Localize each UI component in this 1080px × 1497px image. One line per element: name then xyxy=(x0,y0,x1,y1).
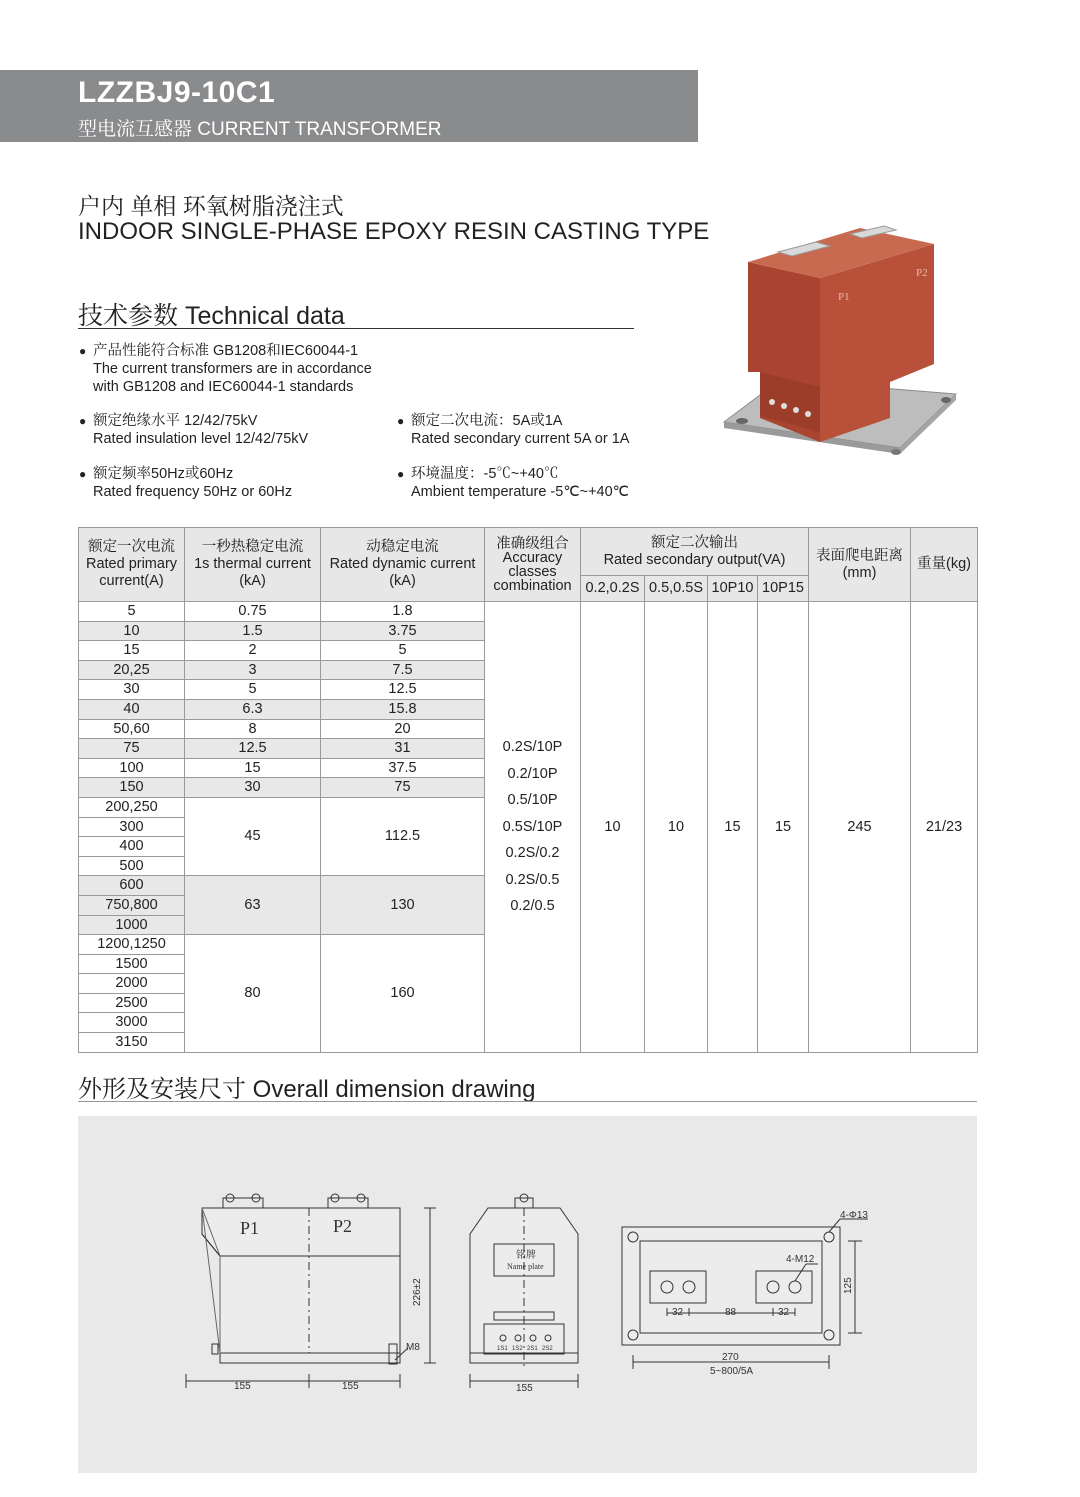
primary-cell: 1500 xyxy=(79,954,185,974)
primary-cell: 750,800 xyxy=(79,895,185,915)
dynamic-cell: 15.8 xyxy=(321,699,485,719)
col-weight: 重量(kg) xyxy=(911,528,978,602)
spec-insulation xyxy=(79,412,309,448)
hole-label: 4-Φ13 xyxy=(840,1210,868,1221)
header-text: Rated primary xyxy=(85,556,178,572)
drawing-p2-label: P2 xyxy=(333,1216,353,1236)
terminal-label: 1S2 xyxy=(512,1346,523,1352)
nameplate-en: Name plate xyxy=(507,1262,544,1271)
output-cell: 15 xyxy=(708,602,758,1053)
primary-cell: 500 xyxy=(79,856,185,876)
product-photo xyxy=(720,222,960,472)
bullet-icon: ● xyxy=(79,467,87,481)
drawing-p1-label: P1 xyxy=(240,1218,260,1238)
col-creepage xyxy=(809,528,911,602)
spacing-dimension: 88 xyxy=(725,1307,737,1318)
col-output-02: 0.2,0.2S xyxy=(581,576,645,602)
spec-text: Ambient temperature -5℃~+40℃ xyxy=(411,484,629,500)
primary-cell: 50,60 xyxy=(79,719,185,739)
spacing-dimension: 32 xyxy=(778,1307,790,1318)
thermal-cell: 6.3 xyxy=(185,699,321,719)
dynamic-cell: 31 xyxy=(321,739,485,759)
header-text: 准确级组合 xyxy=(496,535,569,552)
dynamic-cell: 130 xyxy=(321,876,485,935)
thermal-cell: 12.5 xyxy=(185,739,321,759)
thermal-cell: 0.75 xyxy=(185,602,321,622)
header-text: 额定二次输出 xyxy=(651,534,738,551)
thermal-cell: 2 xyxy=(185,641,321,661)
terminal-label: 2S1 xyxy=(527,1346,538,1352)
primary-cell: 20,25 xyxy=(79,660,185,680)
dynamic-cell: 75 xyxy=(321,778,485,798)
header-text: 一秒热稳定电流 xyxy=(201,539,304,555)
primary-cell: 1200,1250 xyxy=(79,935,185,955)
dynamic-cell: 20 xyxy=(321,719,485,739)
thermal-cell: 15 xyxy=(185,758,321,778)
spec-text: 额定绝缘水平 12/42/75kV xyxy=(93,413,258,429)
side-width-dimension: 155 xyxy=(516,1383,533,1394)
weight-cell: 21/23 xyxy=(911,602,978,1053)
primary-cell: 600 xyxy=(79,876,185,896)
primary-cell: 400 xyxy=(79,837,185,857)
dynamic-cell: 5 xyxy=(321,641,485,661)
accuracy-class: 0.2S/0.5 xyxy=(505,871,560,888)
header-text: (mm) xyxy=(842,564,877,581)
header-text: current(A) xyxy=(99,573,164,589)
spec-text: Rated secondary current 5A or 1A xyxy=(411,431,630,447)
creepage-cell: 245 xyxy=(809,602,911,1053)
nameplate-cn: 铭牌 xyxy=(516,1250,536,1261)
header-text: (kA) xyxy=(239,573,266,589)
dynamic-cell: 7.5 xyxy=(321,660,485,680)
col-output-05: 0.5,0.5S xyxy=(645,576,708,602)
width-dimension: 155 xyxy=(342,1381,359,1392)
header-banner xyxy=(0,70,698,142)
height-dimension: 226±2 xyxy=(412,1278,423,1306)
primary-cell: 3150 xyxy=(79,1033,185,1053)
header-text: (kA) xyxy=(389,573,416,589)
header-text: 1s thermal current xyxy=(194,556,311,572)
primary-cell: 2000 xyxy=(79,974,185,994)
type-title-en: INDOOR SINGLE-PHASE EPOXY RESIN CASTING TYPE xyxy=(78,218,710,245)
spec-standard xyxy=(79,342,372,396)
accuracy-class: 0.2S/10P xyxy=(502,739,563,756)
col-output-10p15: 10P15 xyxy=(758,576,809,602)
technical-data-table xyxy=(78,527,978,1053)
primary-cell: 15 xyxy=(79,641,185,661)
spec-frequency xyxy=(79,465,293,501)
accuracy-class: 0.5S/10P xyxy=(502,818,563,835)
header-text: Rated secondary output(VA) xyxy=(603,551,786,568)
thermal-cell: 45 xyxy=(185,797,321,875)
primary-cell: 3000 xyxy=(79,1013,185,1033)
primary-cell: 1000 xyxy=(79,915,185,935)
length-dimension: 270 xyxy=(722,1352,739,1363)
thermal-cell: 30 xyxy=(185,778,321,798)
header-text: Rated dynamic current xyxy=(329,556,476,572)
accuracy-class: 0.2/0.5 xyxy=(510,898,555,915)
primary-cell: 150 xyxy=(79,778,185,798)
spec-text: with GB1208 and IEC60044-1 standards xyxy=(93,379,354,395)
width-dimension: 155 xyxy=(234,1381,251,1392)
accuracy-classes-cell xyxy=(485,602,581,1053)
header-text: Accuracy xyxy=(502,549,563,566)
dynamic-cell: 112.5 xyxy=(321,797,485,875)
thermal-cell: 5 xyxy=(185,680,321,700)
output-cell: 15 xyxy=(758,602,809,1053)
header-text: 动稳定电流 xyxy=(366,539,439,555)
primary-cell: 30 xyxy=(79,680,185,700)
thermal-cell: 3 xyxy=(185,660,321,680)
spec-text: 环境温度：-5℃~+40℃ xyxy=(411,466,559,482)
col-output-10p10: 10P10 xyxy=(708,576,758,602)
output-cell: 10 xyxy=(581,602,645,1053)
header-text: classes xyxy=(508,563,557,580)
header-text: 额定一次电流 xyxy=(88,539,175,555)
primary-cell: 40 xyxy=(79,699,185,719)
technical-data-title: 技术参数 Technical data xyxy=(78,302,345,330)
col-secondary-output xyxy=(581,528,809,576)
type-title-cn: 户内 单相 环氧树脂浇注式 xyxy=(78,193,344,219)
terminal-label: 2S2 xyxy=(542,1346,553,1352)
bullet-icon: ● xyxy=(79,344,87,358)
dynamic-cell: 12.5 xyxy=(321,680,485,700)
spec-text: Rated frequency 50Hz or 60Hz xyxy=(93,484,293,500)
dimension-drawing xyxy=(78,1116,977,1473)
accuracy-class: 0.2/10P xyxy=(507,765,558,782)
model-subtitle: 型电流互感器 CURRENT TRANSFORMER xyxy=(78,119,442,140)
dynamic-cell: 37.5 xyxy=(321,758,485,778)
primary-cell: 2500 xyxy=(79,993,185,1013)
spec-text: Rated insulation level 12/42/75kV xyxy=(93,431,309,447)
dynamic-cell: 160 xyxy=(321,935,485,1053)
primary-cell: 100 xyxy=(79,758,185,778)
accuracy-class: 0.2S/0.2 xyxy=(505,845,560,862)
photo-p1-mark: P1 xyxy=(838,291,850,303)
divider xyxy=(78,328,634,329)
spec-temperature xyxy=(397,465,629,501)
col-dynamic-current xyxy=(321,528,485,602)
bullet-icon: ● xyxy=(79,414,87,428)
primary-cell: 300 xyxy=(79,817,185,837)
dynamic-cell: 1.8 xyxy=(321,602,485,622)
photo-p2-mark: P2 xyxy=(916,267,928,279)
depth-dimension: 125 xyxy=(843,1277,854,1294)
dynamic-cell: 3.75 xyxy=(321,621,485,641)
table-row xyxy=(79,602,978,622)
thermal-cell: 8 xyxy=(185,719,321,739)
bullet-icon: ● xyxy=(397,414,405,428)
header-text: 表面爬电距离 xyxy=(816,547,904,564)
terminal-label: 1S1 xyxy=(497,1346,508,1352)
divider xyxy=(78,1101,977,1102)
spacing-dimension: 32 xyxy=(672,1307,684,1318)
thread-label: 4-M12 xyxy=(786,1254,815,1265)
model-title: LZZBJ9-10C1 xyxy=(78,76,276,109)
primary-cell: 5 xyxy=(79,602,185,622)
col-thermal-current xyxy=(185,528,321,602)
accuracy-class: 0.5/10P xyxy=(507,792,558,809)
col-accuracy xyxy=(485,528,581,602)
thermal-cell: 63 xyxy=(185,876,321,935)
spec-secondary xyxy=(397,412,630,448)
thermal-cell: 1.5 xyxy=(185,621,321,641)
spec-text: 产品性能符合标准 GB1208和IEC60044-1 xyxy=(93,343,359,359)
bullet-icon: ● xyxy=(397,467,405,481)
thermal-cell: 80 xyxy=(185,935,321,1053)
primary-cell: 200,250 xyxy=(79,797,185,817)
ratio-label: 5~800/5A xyxy=(710,1366,754,1377)
primary-cell: 10 xyxy=(79,621,185,641)
spec-text: The current transformers are in accordance xyxy=(93,361,372,377)
output-cell: 10 xyxy=(645,602,708,1053)
spec-text: 额定频率50Hz或60Hz xyxy=(93,466,234,482)
primary-cell: 75 xyxy=(79,739,185,759)
header-text: combination xyxy=(493,577,572,594)
dimension-title: 外形及安装尺寸 Overall dimension drawing xyxy=(78,1076,536,1103)
col-primary-current xyxy=(79,528,185,602)
spec-text: 额定二次电流：5A或1A xyxy=(411,413,563,429)
m8-label: M8 xyxy=(406,1342,420,1353)
